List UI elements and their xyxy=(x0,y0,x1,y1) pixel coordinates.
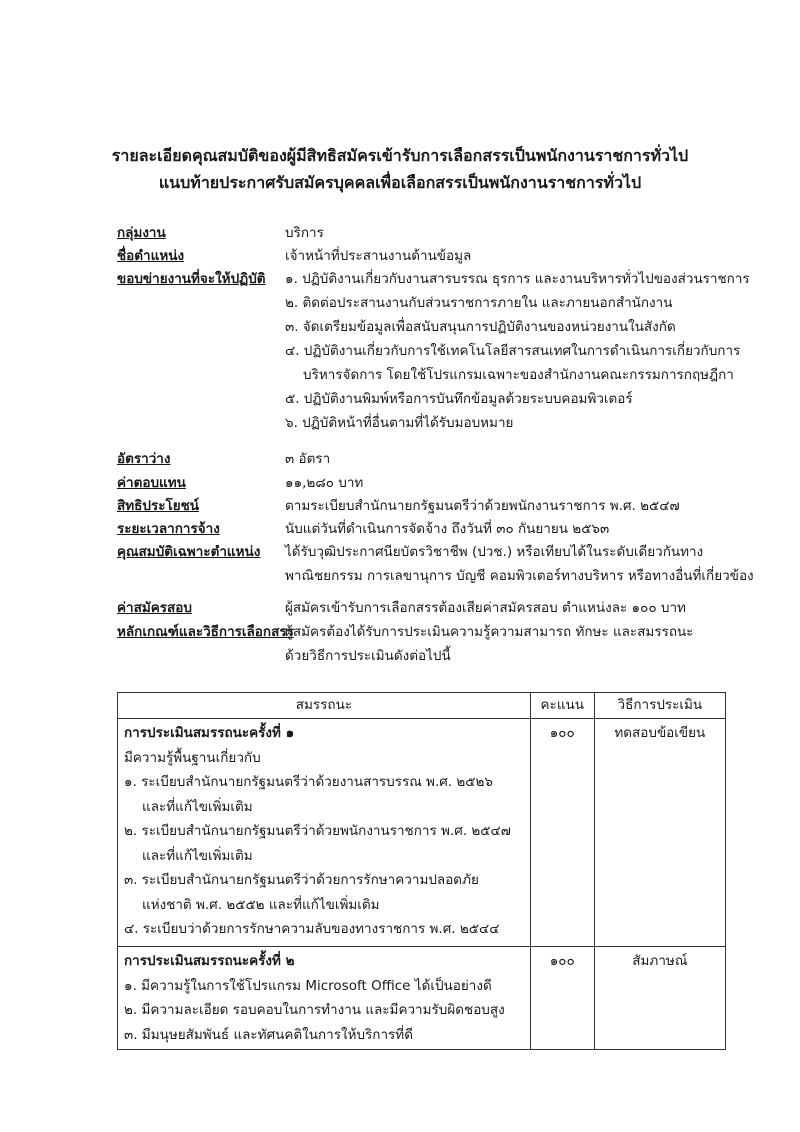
method-cell: สัมภาษณ์ xyxy=(594,947,725,1050)
competency-cell xyxy=(118,719,531,947)
assessment-item: ๒. ระเบียบสำนักนายกรัฐมนตรีว่าด้วยพนักงานราชการ พ.ศ. ๒๕๔๗ xyxy=(124,823,511,839)
table-row xyxy=(118,947,726,1050)
field-value-line: พาณิชยกรรม การเลขานุการ บัญชี คอมพิวเตอร์ทางบริหาร หรือทางอื่นที่เกี่ยวข้อง xyxy=(285,568,754,584)
field-value: เจ้าหน้าที่ประสานงานด้านข้อมูล xyxy=(285,248,472,264)
assessment-title: การประเมินสมรรถนะครั้งที่ ๑ xyxy=(124,725,295,741)
duty-item: ๕. ปฏิบัติงานพิมพ์หรือการบันทึกข้อมูลด้วยระบบคอมพิวเตอร์ xyxy=(285,391,633,407)
assessment-item: ๓. มีมนุษยสัมพันธ์ และทัศนคติในการให้บริการที่ดี xyxy=(124,1026,413,1043)
duty-item: ๔. ปฏิบัติงานเกี่ยวกับการใช้เทคโนโลยีสารสนเทศในการดำเนินการเกี่ยวกับการ xyxy=(285,343,741,359)
field-value: นับแต่วันที่ดำเนินการจัดจ้าง ถึงวันที่ ๓๐ กันยายน ๒๕๖๓ xyxy=(285,521,610,537)
assessment-item: ๒. มีความละเอียด รอบคอบในการทำงาน และมีความรับผิดชอบสูง xyxy=(124,1002,505,1018)
field-label: สิทธิประโยชน์ xyxy=(117,498,200,514)
field-value: บริการ xyxy=(285,225,324,241)
field-label: คุณสมบัติเฉพาะตำแหน่ง xyxy=(117,544,261,560)
assessment-title: การประเมินสมรรถนะครั้งที่ ๒ xyxy=(124,953,295,969)
field-label: กลุ่มงาน xyxy=(117,225,166,241)
assessment-item-continued: และที่แก้ไขเพิ่มเติม xyxy=(142,798,253,815)
field-value: ตามระเบียบสำนักนายกรัฐมนตรีว่าด้วยพนักงานราชการ พ.ศ. ๒๕๔๗ xyxy=(285,498,680,514)
document-title-line-1: รายละเอียดคุณสมบัติของผู้มีสิทธิสมัครเข้ารับการเลือกสรรเป็นพนักงานราชการทั่วไป xyxy=(111,146,689,165)
assessment-item: ๑. มีความรู้ในการใช้โปรแกรม Microsoft Office ได้เป็นอย่างดี xyxy=(124,977,492,994)
field-value: ๓ อัตรา xyxy=(285,451,331,467)
competency-table xyxy=(117,692,726,1050)
assessment-item: ๓. ระเบียบสำนักนายกรัฐมนตรีว่าด้วยการรักษาความปลอดภัย xyxy=(124,872,479,888)
table-row xyxy=(118,719,726,947)
assessment-item: ๑. ระเบียบสำนักนายกรัฐมนตรีว่าด้วยงานสารบรรณ พ.ศ. ๒๕๒๖ xyxy=(124,774,493,790)
field-value-line: ผู้สมัครต้องได้รับการประเมินความรู้ความสามารถ ทักษะ และสมรรถนะ xyxy=(285,624,694,640)
assessment-item-continued: แห่งชาติ พ.ศ. ๒๕๕๒ และที่แก้ไขเพิ่มเติม xyxy=(142,896,380,913)
score-cell: ๑๐๐ xyxy=(530,719,594,947)
field-duties xyxy=(117,267,750,437)
field-selection-criteria xyxy=(117,620,737,670)
duty-item-continued: บริหารจัดการ โดยใช้โปรแกรมเฉพาะของสำนักงานคณะกรรมการกฤษฎีกา xyxy=(303,367,734,383)
competency-cell xyxy=(118,947,531,1050)
assessment-intro: มีความรู้พื้นฐานเกี่ยวกับ xyxy=(124,749,261,766)
field-value: ผู้สมัครเข้ารับการเลือกสรรต้องเสียค่าสมัครสอบ ตำแหน่งละ ๑๐๐ บาท xyxy=(285,600,686,616)
header-method: วิธีการประเมิน xyxy=(594,693,725,719)
method-cell: ทดสอบข้อเขียน xyxy=(594,719,725,947)
duty-item: ๖. ปฏิบัติหน้าที่อื่นตามที่ได้รับมอบหมาย xyxy=(285,415,514,431)
field-qualification xyxy=(117,540,754,590)
field-value-line: ด้วยวิธีการประเมินดังต่อไปนี้ xyxy=(285,648,451,664)
field-value-line: ได้รับวุฒิประกาศนียบัตรวิชาชีพ (ปวช.) หรือเทียบได้ในระดับเดียวกันทาง xyxy=(285,544,704,560)
duty-item: ๓. จัดเตรียมข้อมูลเพื่อสนับสนุนการปฏิบัติงานของหน่วยงานในสังกัด xyxy=(285,319,676,335)
field-value: ๑๑,๒๘๐ บาท xyxy=(285,475,364,491)
field-label: หลักเกณฑ์และวิธีการเลือกสรร xyxy=(117,624,294,640)
duty-item: ๑. ปฏิบัติงานเกี่ยวกับงานสารบรรณ ธุรการ และงานบริหารทั่วไปของส่วนราชการ xyxy=(285,271,750,287)
header-competency: สมรรถนะ xyxy=(118,693,531,719)
field-label: ระยะเวลาการจ้าง xyxy=(117,521,220,537)
field-label: อัตราว่าง xyxy=(117,451,171,467)
field-label: ค่าสมัครสอบ xyxy=(117,600,192,616)
field-label: ชื่อตำแหน่ง xyxy=(117,248,185,264)
document-title-line-2: แนบท้ายประกาศรับสมัครบุคคลเพื่อเลือกสรรเป็นพนักงานราชการทั่วไป xyxy=(158,173,642,192)
assessment-item: ๔. ระเบียบว่าด้วยการรักษาความลับของทางราชการ พ.ศ. ๒๕๔๔ xyxy=(124,921,500,937)
table-header-row xyxy=(118,693,726,719)
field-label: ค่าตอบแทน xyxy=(117,475,186,491)
assessment-item-continued: และที่แก้ไขเพิ่มเติม xyxy=(142,847,253,864)
field-label: ขอบข่ายงานที่จะให้ปฏิบัติ xyxy=(117,271,266,287)
duty-item: ๒. ติดต่อประสานงานกับส่วนราชการภายใน และภายนอกสำนักงาน xyxy=(285,295,673,311)
header-score: คะแนน xyxy=(530,693,594,719)
score-cell: ๑๐๐ xyxy=(530,947,594,1050)
